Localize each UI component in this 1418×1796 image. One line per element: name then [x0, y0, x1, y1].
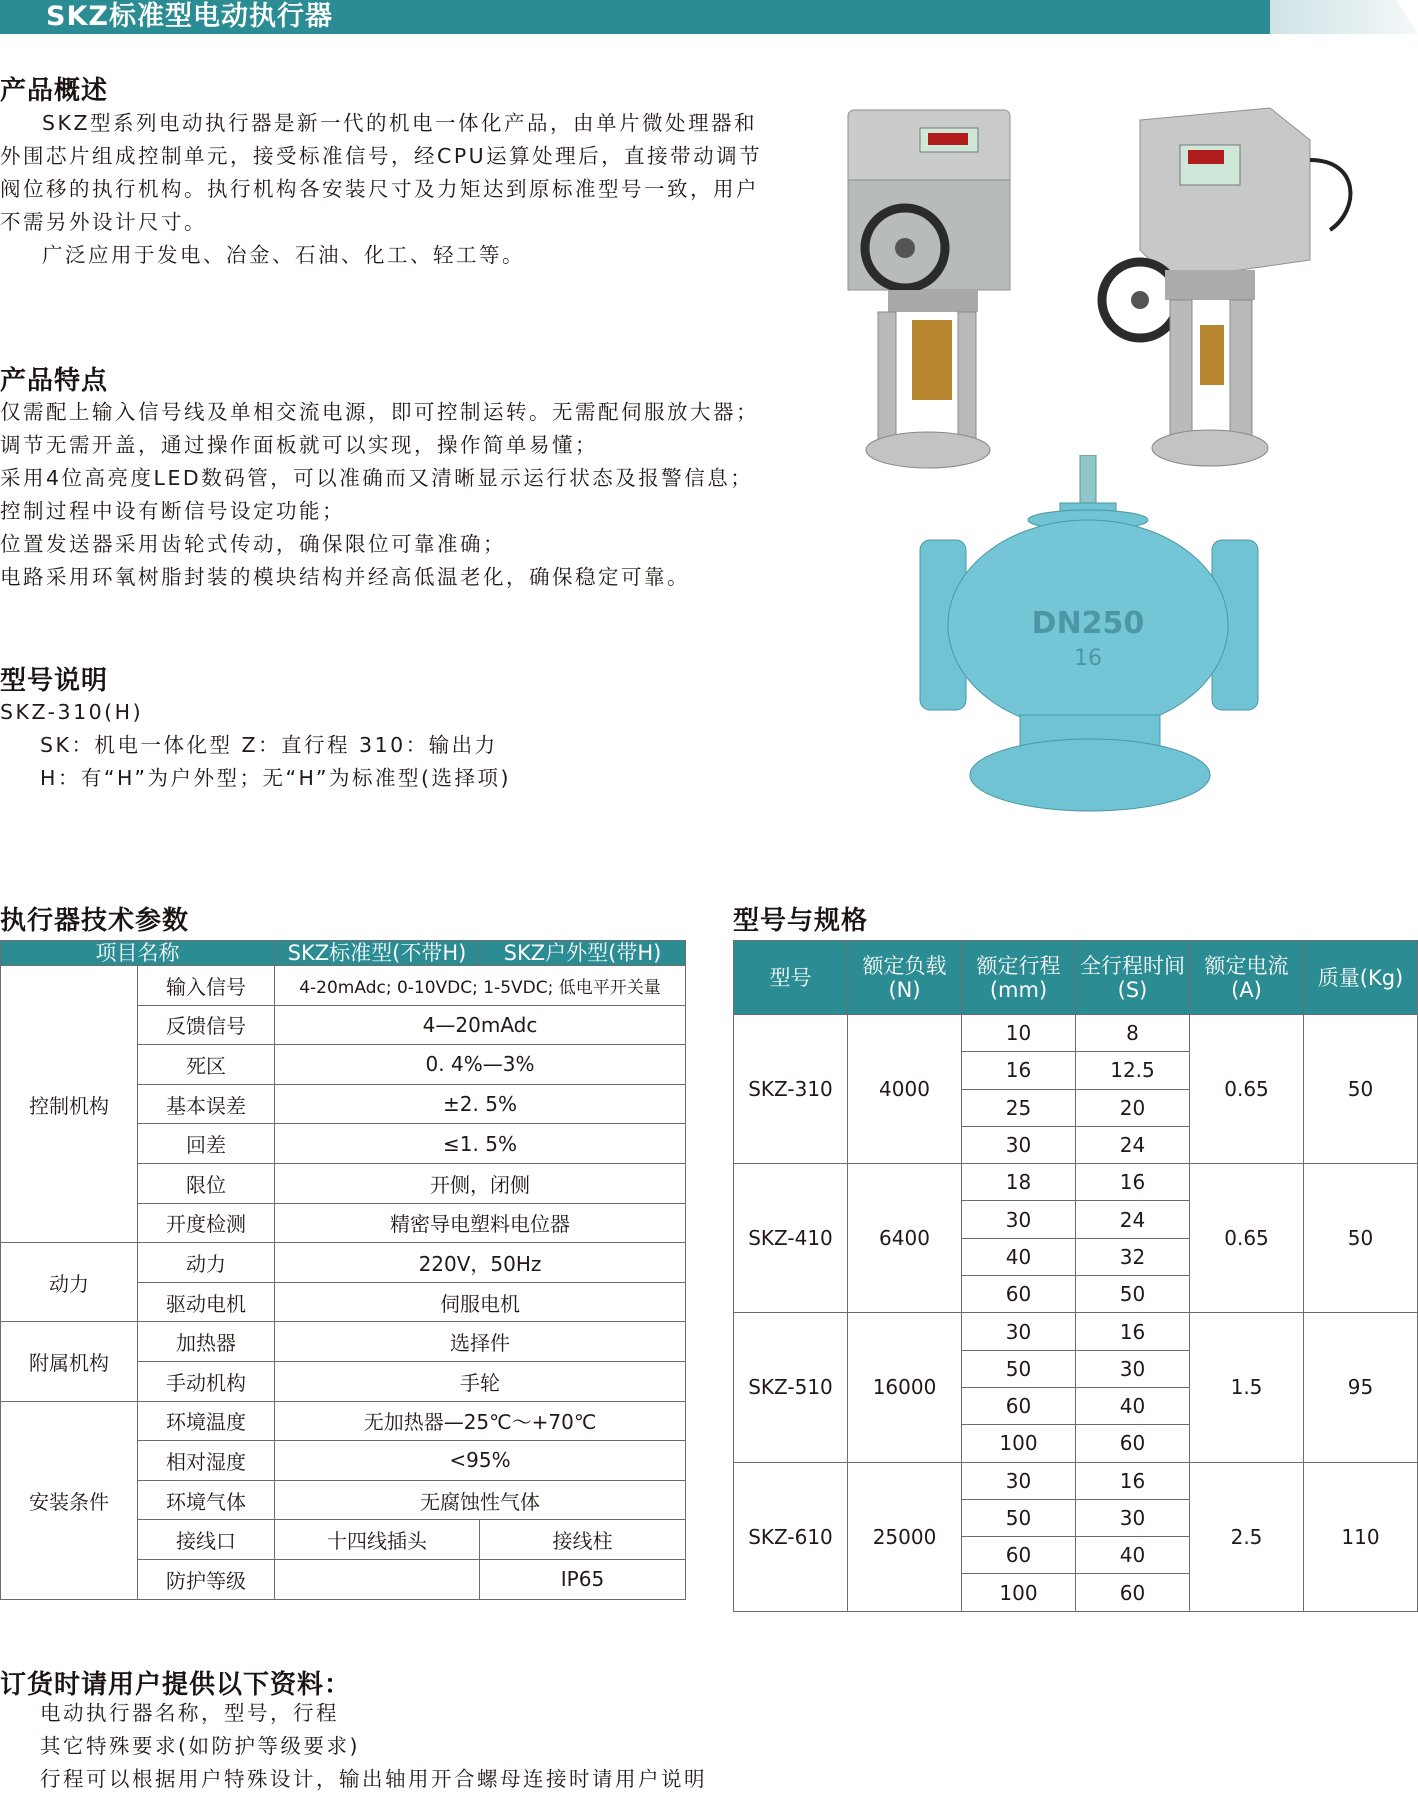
table-row: [1, 1322, 686, 1362]
table-row: [734, 1015, 1418, 1052]
specs-header: 额定行程 (mm): [962, 941, 1076, 1015]
param-value: 选择件: [275, 1322, 686, 1362]
spec-load: 25000: [848, 1462, 962, 1611]
valve-mark: DN250: [1031, 606, 1145, 641]
model-text: [0, 696, 790, 795]
specs-header: 全行程时间 (S): [1076, 941, 1190, 1015]
actuator-left: [848, 110, 1010, 468]
param-name: 加热器: [138, 1322, 275, 1362]
table-row: [1, 1401, 686, 1441]
param-value: ±2. 5%: [275, 1084, 686, 1124]
spec-current: 0.65: [1190, 1015, 1304, 1164]
param-name: 回差: [138, 1124, 275, 1164]
spec-time: 50: [1076, 1276, 1190, 1313]
spec-time: 60: [1076, 1425, 1190, 1462]
feature-line: 控制过程中设有断信号设定功能；: [0, 499, 345, 523]
param-name: 基本误差: [138, 1084, 275, 1124]
param-value-outdoor: IP65: [480, 1559, 686, 1599]
spec-time: 12.5: [1076, 1052, 1190, 1089]
spec-stroke: 16: [962, 1052, 1076, 1089]
spec-stroke: 60: [962, 1387, 1076, 1424]
table-row: [1, 966, 686, 1006]
spec-current: 0.65: [1190, 1164, 1304, 1313]
overview-text: [0, 107, 790, 272]
spec-model: SKZ-510: [734, 1313, 848, 1462]
param-value: 手轮: [275, 1361, 686, 1401]
table-row: [734, 1462, 1418, 1499]
features-text: [0, 396, 790, 594]
spec-mass: 95: [1304, 1313, 1418, 1462]
features-heading: 产品特点: [0, 366, 109, 396]
spec-load: 4000: [848, 1015, 962, 1164]
param-name: 接线口: [138, 1520, 275, 1560]
feature-line: 调节无需开盖，通过操作面板就可以实现，操作简单易懂；: [0, 433, 598, 457]
spec-time: 24: [1076, 1201, 1190, 1238]
spec-stroke: 30: [962, 1126, 1076, 1163]
order-line: 其它特殊要求(如防护等级要求): [40, 1734, 360, 1758]
overview-line: SKZ型系列电动执行器是新一代的机电一体化产品，由单片微处理器和: [42, 111, 757, 135]
param-value-standard: [275, 1559, 480, 1599]
spec-stroke: 50: [962, 1350, 1076, 1387]
params-header-row: [1, 941, 686, 966]
header-banner: [0, 0, 1418, 34]
spec-stroke: 60: [962, 1537, 1076, 1574]
order-line: 电动执行器名称，型号，行程: [40, 1701, 339, 1725]
param-value: 0. 4%—3%: [275, 1045, 686, 1085]
param-name: 防护等级: [138, 1559, 275, 1599]
actuator-right: [1102, 108, 1350, 466]
spec-current: 1.5: [1190, 1313, 1304, 1462]
actuator-photos: [840, 100, 1418, 480]
feature-line: 仅需配上输入信号线及单相交流电源，即可控制运转。无需配伺服放大器；: [0, 400, 759, 424]
spec-load: 6400: [848, 1164, 962, 1313]
param-value: 无腐蚀性气体: [275, 1480, 686, 1520]
spec-mass: 110: [1304, 1462, 1418, 1611]
param-value: 4-20mAdc; 0-10VDC; 1-5VDC; 低电平开关量: [275, 966, 686, 1006]
specs-header-row: [734, 941, 1418, 1015]
order-heading: 订货时请用户提供以下资料：: [0, 1670, 352, 1700]
order-line: 行程可以根据用户特殊设计，输出轴用开合螺母连接时请用户说明: [40, 1767, 707, 1791]
overview-heading: 产品概述: [0, 76, 109, 106]
spec-time: 16: [1076, 1462, 1190, 1499]
spec-mass: 50: [1304, 1164, 1418, 1313]
spec-stroke: 60: [962, 1276, 1076, 1313]
param-name: 输入信号: [138, 966, 275, 1006]
param-name: 动力: [138, 1243, 275, 1283]
spec-model: SKZ-610: [734, 1462, 848, 1611]
spec-stroke: 40: [962, 1238, 1076, 1275]
param-name: 手动机构: [138, 1361, 275, 1401]
model-line: H：有“H”为户外型；无“H”为标准型(选择项): [40, 766, 511, 790]
group-accessory: 附属机构: [1, 1322, 138, 1401]
spec-stroke: 18: [962, 1164, 1076, 1201]
valve-sub: 16: [1074, 646, 1102, 671]
param-value: <95%: [275, 1441, 686, 1481]
order-text: [0, 1697, 1000, 1796]
spec-time: 30: [1076, 1350, 1190, 1387]
params-header-outdoor: SKZ户外型(带H): [480, 941, 686, 966]
spec-stroke: 100: [962, 1574, 1076, 1611]
valve-photo: [900, 455, 1320, 855]
spec-time: 40: [1076, 1537, 1190, 1574]
params-header-item: 项目名称: [1, 941, 275, 966]
params-table: [0, 940, 686, 1600]
overview-line: 阀位移的执行机构。执行机构各安装尺寸及力矩达到原标准型号一致，用户: [0, 177, 759, 201]
specs-body: [734, 1015, 1418, 1612]
spec-model: SKZ-410: [734, 1164, 848, 1313]
table-row: [1, 1243, 686, 1283]
feature-line: 电路采用环氧树脂封装的模块结构并经高低温老化，确保稳定可靠。: [0, 565, 690, 589]
spec-mass: 50: [1304, 1015, 1418, 1164]
spec-stroke: 30: [962, 1201, 1076, 1238]
param-name: 开度检测: [138, 1203, 275, 1243]
specs-table: [733, 940, 1418, 1612]
spec-stroke: 100: [962, 1425, 1076, 1462]
spec-time: 32: [1076, 1238, 1190, 1275]
param-name: 死区: [138, 1045, 275, 1085]
param-value: 精密导电塑料电位器: [275, 1203, 686, 1243]
spec-time: 40: [1076, 1387, 1190, 1424]
spec-time: 8: [1076, 1015, 1190, 1052]
param-name: 反馈信号: [138, 1005, 275, 1045]
spec-time: 20: [1076, 1089, 1190, 1126]
param-value: 开侧，闭侧: [275, 1163, 686, 1203]
spec-load: 16000: [848, 1313, 962, 1462]
specs-heading: 型号与规格: [733, 906, 869, 936]
params-header-standard: SKZ标准型(不带H): [275, 941, 480, 966]
specs-header: 额定负载 (N): [848, 941, 962, 1015]
group-install: 安装条件: [1, 1401, 138, 1599]
param-value: 220V，50Hz: [275, 1243, 686, 1283]
spec-current: 2.5: [1190, 1462, 1304, 1611]
model-heading: 型号说明: [0, 666, 109, 696]
param-value: 伺服电机: [275, 1282, 686, 1322]
params-heading: 执行器技术参数: [0, 906, 190, 936]
specs-header: 额定电流 (A): [1190, 941, 1304, 1015]
specs-header: 型号: [734, 941, 848, 1015]
spec-stroke: 25: [962, 1089, 1076, 1126]
specs-header: 质量(Kg): [1304, 941, 1418, 1015]
spec-time: 60: [1076, 1574, 1190, 1611]
model-code: SKZ-310(H): [0, 700, 144, 724]
spec-stroke: 30: [962, 1313, 1076, 1350]
param-value: 4—20mAdc: [275, 1005, 686, 1045]
spec-time: 16: [1076, 1313, 1190, 1350]
page-title: SKZ标准型电动执行器: [46, 1, 333, 32]
spec-stroke: 10: [962, 1015, 1076, 1052]
param-value: ≤1. 5%: [275, 1124, 686, 1164]
param-name: 环境气体: [138, 1480, 275, 1520]
feature-line: 位置发送器采用齿轮式传动，确保限位可靠准确；: [0, 532, 506, 556]
table-row: [734, 1164, 1418, 1201]
spec-model: SKZ-310: [734, 1015, 848, 1164]
param-name: 相对湿度: [138, 1441, 275, 1481]
banner-fade: [1270, 0, 1418, 34]
spec-stroke: 50: [962, 1499, 1076, 1536]
group-power: 动力: [1, 1243, 138, 1322]
group-control: 控制机构: [1, 966, 138, 1243]
overview-line: 不需另外设计尺寸。: [0, 210, 207, 234]
spec-time: 24: [1076, 1126, 1190, 1163]
param-value-standard: 十四线插头: [275, 1520, 480, 1560]
overview-line: 外围芯片组成控制单元，接受标准信号，经CPU运算处理后，直接带动调节: [0, 144, 763, 168]
spec-stroke: 30: [962, 1462, 1076, 1499]
feature-line: 采用4位高亮度LED数码管，可以准确而又清晰显示运行状态及报警信息；: [0, 466, 754, 490]
model-line: SK：机电一体化型 Z：直行程 310：输出力: [40, 733, 498, 757]
param-value: 无加热器—25℃～+70℃: [275, 1401, 686, 1441]
overview-line: 广泛应用于发电、冶金、石油、化工、轻工等。: [42, 243, 525, 267]
spec-time: 30: [1076, 1499, 1190, 1536]
param-name: 限位: [138, 1163, 275, 1203]
param-name: 驱动电机: [138, 1282, 275, 1322]
param-value-outdoor: 接线柱: [480, 1520, 686, 1560]
spec-time: 16: [1076, 1164, 1190, 1201]
table-row: [734, 1313, 1418, 1350]
param-name: 环境温度: [138, 1401, 275, 1441]
